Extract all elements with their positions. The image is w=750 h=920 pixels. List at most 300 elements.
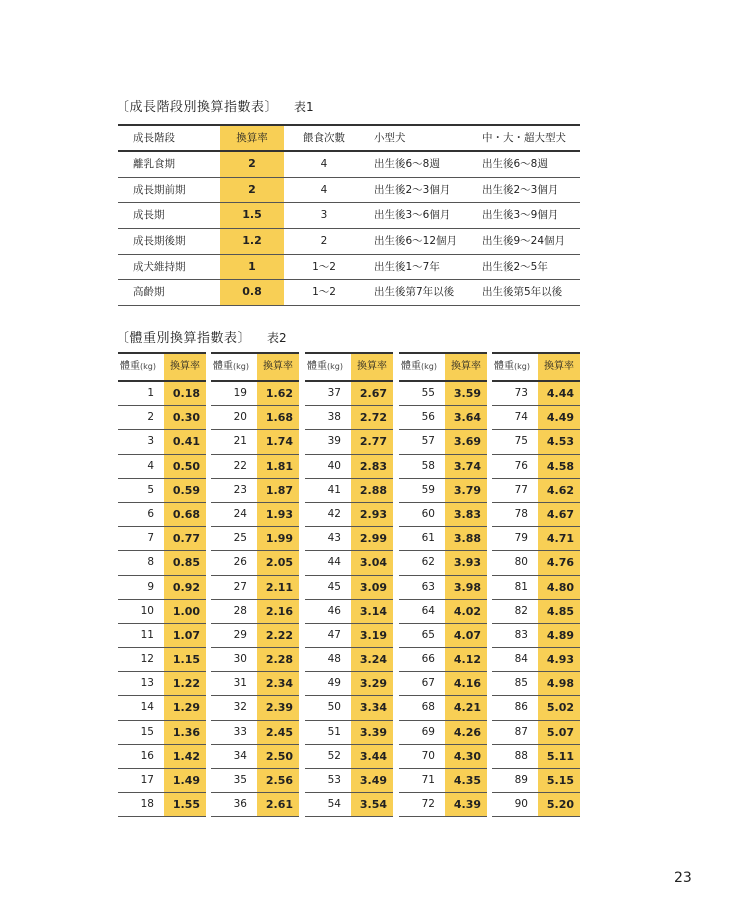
weight-value: 54 — [327, 798, 341, 811]
page-number: 23 — [674, 870, 692, 886]
rate-value: 2.77 — [351, 430, 393, 453]
weight-value: 13 — [140, 677, 154, 690]
header-weight-unit: (kg) — [140, 362, 156, 371]
table-row — [118, 479, 206, 503]
table-row — [211, 745, 299, 769]
header-weight — [307, 354, 343, 380]
table-row — [211, 576, 299, 600]
table-row — [305, 648, 393, 672]
weight-value: 73 — [514, 387, 528, 399]
rate-value: 3.19 — [351, 624, 393, 647]
weight-value: 26 — [233, 556, 247, 569]
table-row — [305, 551, 393, 575]
table-row — [305, 672, 393, 696]
rate-value: 1.62 — [257, 382, 299, 405]
weight-value: 81 — [514, 580, 528, 593]
table1-title-line — [116, 96, 314, 115]
cell-large-dog-age: 出生後2～5年 — [482, 260, 548, 273]
weight-value: 43 — [327, 532, 341, 545]
cell-rate: 1.2 — [220, 229, 284, 254]
rate-value: 1.74 — [257, 430, 299, 453]
weight-value: 88 — [514, 749, 528, 762]
rate-value: 3.74 — [445, 455, 487, 478]
rate-value: 4.85 — [538, 600, 580, 623]
rate-value: 3.04 — [351, 551, 393, 574]
rate-value: 1.07 — [164, 624, 206, 647]
table-row — [211, 527, 299, 551]
table-row — [211, 455, 299, 479]
table-row — [305, 696, 393, 720]
table-row — [211, 503, 299, 527]
table-row — [399, 551, 487, 575]
header-weight-unit: (kg) — [514, 362, 530, 371]
rate-value: 2.93 — [351, 503, 393, 526]
table-row — [118, 672, 206, 696]
table-row — [305, 382, 393, 406]
table-row — [492, 382, 580, 406]
header-weight — [401, 354, 437, 380]
cell-rate: 1.5 — [220, 203, 284, 228]
group-header — [492, 352, 580, 382]
weight-value: 63 — [421, 580, 435, 593]
weight-value: 74 — [514, 411, 528, 424]
weight-value: 31 — [233, 677, 247, 690]
weight-value: 8 — [147, 556, 154, 569]
table-row — [118, 203, 580, 229]
weight-value: 17 — [140, 774, 154, 786]
weight-value: 24 — [233, 507, 247, 520]
table-row — [118, 382, 206, 406]
weight-value: 14 — [140, 701, 154, 714]
table2-label: 表2 — [267, 331, 287, 345]
rate-value: 2.39 — [257, 696, 299, 719]
rate-value: 0.59 — [164, 479, 206, 502]
group-header — [118, 352, 206, 382]
rate-value: 2.22 — [257, 624, 299, 647]
rate-value: 2.83 — [351, 455, 393, 478]
weight-value: 44 — [327, 556, 341, 569]
weight-value: 34 — [233, 749, 247, 762]
table-row — [305, 745, 393, 769]
weight-value: 69 — [421, 725, 435, 738]
header-small-dog: 小型犬 — [374, 132, 406, 144]
weight-value: 22 — [233, 459, 247, 472]
weight-value: 36 — [233, 798, 247, 811]
table-row — [118, 551, 206, 575]
table-row — [305, 479, 393, 503]
table-row — [399, 648, 487, 672]
cell-small-dog-age: 出生後3～6個月 — [374, 209, 451, 222]
header-weight-text: 體重 — [307, 361, 327, 372]
rate-value: 2.56 — [257, 769, 299, 792]
table-row — [305, 430, 393, 454]
header-weight-unit: (kg) — [233, 362, 249, 371]
weight-value: 86 — [514, 701, 528, 714]
weight-value: 3 — [147, 435, 154, 448]
weight-value: 79 — [514, 532, 528, 545]
header-large-dog: 中・大・超大型犬 — [482, 132, 566, 144]
table-row — [211, 624, 299, 648]
rate-value: 0.41 — [164, 430, 206, 453]
rate-value: 2.16 — [257, 600, 299, 623]
cell-feedings: 1～2 — [312, 286, 336, 299]
weight-value: 19 — [233, 387, 247, 399]
weight-value: 78 — [514, 507, 528, 520]
cell-rate: 0.8 — [220, 280, 284, 305]
table-row — [118, 455, 206, 479]
header-feedings: 餵食次數 — [303, 132, 345, 144]
cell-small-dog-age: 出生後1～7年 — [374, 260, 440, 273]
rate-value: 4.58 — [538, 455, 580, 478]
table-row — [305, 793, 393, 817]
table-row — [399, 769, 487, 793]
weight-value: 49 — [327, 677, 341, 690]
table-row — [211, 600, 299, 624]
table-row — [305, 527, 393, 551]
rate-value: 1.68 — [257, 406, 299, 429]
weight-value: 56 — [421, 411, 435, 424]
group-header — [305, 352, 393, 382]
weight-value: 57 — [421, 435, 435, 448]
rate-value: 4.44 — [538, 382, 580, 405]
cell-large-dog-age: 出生後3～9個月 — [482, 209, 559, 222]
header-weight — [213, 354, 249, 380]
rate-value: 4.93 — [538, 648, 580, 671]
weight-value: 35 — [233, 774, 247, 786]
table-row — [118, 769, 206, 793]
rate-value: 4.71 — [538, 527, 580, 550]
weight-value: 61 — [421, 532, 435, 545]
header-weight — [494, 354, 530, 380]
cell-feedings: 2 — [320, 235, 328, 248]
cell-rate: 1 — [220, 255, 284, 280]
rate-value: 3.98 — [445, 576, 487, 599]
table-row — [399, 696, 487, 720]
rate-value: 2.88 — [351, 479, 393, 502]
weight-value: 7 — [147, 532, 154, 545]
rate-value: 2.45 — [257, 721, 299, 744]
cell-stage: 成長期後期 — [133, 235, 186, 248]
table-row — [399, 527, 487, 551]
weight-value: 4 — [147, 459, 154, 472]
table-row — [305, 406, 393, 430]
table-row — [492, 600, 580, 624]
header-weight-unit: (kg) — [421, 362, 437, 371]
weight-value: 29 — [233, 628, 247, 641]
table1-label: 表1 — [294, 100, 314, 114]
table-row — [118, 430, 206, 454]
rate-value: 0.77 — [164, 527, 206, 550]
header-weight-text: 體重 — [120, 361, 140, 372]
header-weight-text: 體重 — [401, 361, 421, 372]
cell-large-dog-age: 出生後9～24個月 — [482, 235, 566, 248]
table-row — [118, 527, 206, 551]
rate-value: 3.59 — [445, 382, 487, 405]
rate-value: 2.67 — [351, 382, 393, 405]
rate-value: 3.24 — [351, 648, 393, 671]
weight-value: 65 — [421, 628, 435, 641]
weight-value: 12 — [140, 653, 154, 666]
rate-value: 0.68 — [164, 503, 206, 526]
table-row — [492, 455, 580, 479]
weight-value: 50 — [327, 701, 341, 714]
cell-small-dog-age: 出生後2～3個月 — [374, 183, 451, 196]
rate-value: 1.22 — [164, 672, 206, 695]
rate-value: 1.49 — [164, 769, 206, 792]
rate-value: 0.92 — [164, 576, 206, 599]
weight-value: 25 — [233, 532, 247, 545]
rate-value: 4.16 — [445, 672, 487, 695]
rate-value: 4.26 — [445, 721, 487, 744]
table-row — [492, 648, 580, 672]
rate-value: 2.05 — [257, 551, 299, 574]
cell-large-dog-age: 出生後第5年以後 — [482, 286, 563, 299]
weight-value: 62 — [421, 556, 435, 569]
table1-header-row — [118, 124, 580, 152]
rate-value: 0.30 — [164, 406, 206, 429]
table-row — [492, 696, 580, 720]
header-weight-text: 體重 — [494, 361, 514, 372]
rate-value: 3.49 — [351, 769, 393, 792]
rate-value: 4.76 — [538, 551, 580, 574]
weight-value: 82 — [514, 604, 528, 617]
rate-value: 4.67 — [538, 503, 580, 526]
weight-value: 83 — [514, 628, 528, 641]
rate-value: 4.53 — [538, 430, 580, 453]
weight-value: 87 — [514, 725, 528, 738]
weight-value: 42 — [327, 507, 341, 520]
table-row — [211, 551, 299, 575]
rate-value: 4.35 — [445, 769, 487, 792]
cell-feedings: 3 — [320, 209, 328, 222]
rate-value: 1.81 — [257, 455, 299, 478]
table-row — [118, 406, 206, 430]
weight-value: 41 — [327, 483, 341, 496]
table-row — [211, 479, 299, 503]
rate-value: 4.80 — [538, 576, 580, 599]
weight-value: 70 — [421, 749, 435, 762]
rate-value: 2.34 — [257, 672, 299, 695]
weight-value: 46 — [327, 604, 341, 617]
table-row — [211, 769, 299, 793]
rate-value: 1.42 — [164, 745, 206, 768]
cell-small-dog-age: 出生後6～8週 — [374, 158, 440, 170]
cell-feedings: 4 — [320, 158, 328, 170]
table-row — [492, 527, 580, 551]
weight-value: 39 — [327, 435, 341, 448]
rate-value: 0.50 — [164, 455, 206, 478]
cell-feedings: 4 — [320, 183, 328, 196]
rate-value: 1.87 — [257, 479, 299, 502]
cell-stage: 高齡期 — [133, 286, 165, 299]
weight-value: 15 — [140, 725, 154, 738]
weight-value: 77 — [514, 483, 528, 496]
rate-value: 1.55 — [164, 793, 206, 816]
weight-value: 89 — [514, 774, 528, 786]
weight-group — [305, 352, 393, 821]
weight-group — [118, 352, 206, 821]
weight-value: 6 — [147, 507, 154, 520]
rate-value: 4.30 — [445, 745, 487, 768]
weight-value: 84 — [514, 653, 528, 666]
weight-value: 80 — [514, 556, 528, 569]
table-row — [305, 576, 393, 600]
table-row — [305, 721, 393, 745]
table-row — [492, 551, 580, 575]
cell-rate: 2 — [220, 152, 284, 177]
weight-value: 16 — [140, 749, 154, 762]
rate-value: 0.85 — [164, 551, 206, 574]
weight-value: 58 — [421, 459, 435, 472]
table-row — [492, 624, 580, 648]
table-row — [211, 430, 299, 454]
weight-value: 51 — [327, 725, 341, 738]
weight-group — [211, 352, 299, 821]
table-row — [305, 455, 393, 479]
weight-value: 27 — [233, 580, 247, 593]
table-row — [118, 503, 206, 527]
weight-value: 32 — [233, 701, 247, 714]
rate-value: 4.39 — [445, 793, 487, 816]
table-row — [399, 576, 487, 600]
rate-value: 3.14 — [351, 600, 393, 623]
weight-value: 10 — [140, 604, 154, 617]
table-row — [492, 721, 580, 745]
table-row — [492, 672, 580, 696]
cell-large-dog-age: 出生後6～8週 — [482, 158, 548, 170]
table-row — [399, 793, 487, 817]
weight-value: 5 — [147, 483, 154, 496]
rate-value: 2.61 — [257, 793, 299, 816]
header-weight — [120, 354, 156, 380]
table-row — [399, 382, 487, 406]
rate-value: 3.64 — [445, 406, 487, 429]
header-rate: 換算率 — [164, 354, 206, 380]
table2-title-line — [116, 327, 287, 346]
weight-value: 40 — [327, 459, 341, 472]
cell-feedings: 1～2 — [312, 260, 336, 273]
rate-value: 3.54 — [351, 793, 393, 816]
group-header — [211, 352, 299, 382]
weight-value: 48 — [327, 653, 341, 666]
rate-value: 3.29 — [351, 672, 393, 695]
rate-value: 0.18 — [164, 382, 206, 405]
weight-value: 37 — [327, 387, 341, 399]
rate-value: 3.88 — [445, 527, 487, 550]
weight-value: 11 — [140, 628, 154, 641]
rate-value: 3.39 — [351, 721, 393, 744]
table-row — [305, 624, 393, 648]
table-row — [492, 430, 580, 454]
table-row — [399, 745, 487, 769]
table-row — [118, 600, 206, 624]
table-row — [211, 672, 299, 696]
weight-value: 20 — [233, 411, 247, 424]
rate-value: 5.02 — [538, 696, 580, 719]
table-row — [305, 769, 393, 793]
weight-value: 59 — [421, 483, 435, 496]
weight-value: 9 — [147, 580, 154, 593]
table-row — [492, 479, 580, 503]
table-row — [118, 648, 206, 672]
cell-large-dog-age: 出生後2～3個月 — [482, 183, 559, 196]
rate-value: 3.83 — [445, 503, 487, 526]
rate-value: 5.15 — [538, 769, 580, 792]
rate-value: 2.99 — [351, 527, 393, 550]
table-row — [399, 430, 487, 454]
rate-value: 4.07 — [445, 624, 487, 647]
table-row — [492, 503, 580, 527]
weight-rate-table — [118, 352, 580, 822]
weight-value: 66 — [421, 653, 435, 666]
table-row — [211, 406, 299, 430]
rate-value: 4.89 — [538, 624, 580, 647]
table-row — [305, 503, 393, 527]
weight-value: 52 — [327, 749, 341, 762]
rate-value: 3.34 — [351, 696, 393, 719]
weight-value: 75 — [514, 435, 528, 448]
cell-rate: 2 — [220, 178, 284, 203]
rate-value: 3.09 — [351, 576, 393, 599]
table-row — [492, 745, 580, 769]
weight-value: 33 — [233, 725, 247, 738]
rate-value: 4.98 — [538, 672, 580, 695]
cell-small-dog-age: 出生後第7年以後 — [374, 286, 455, 299]
table-row — [118, 721, 206, 745]
weight-value: 76 — [514, 459, 528, 472]
cell-stage: 成長期 — [133, 209, 165, 222]
rate-value: 5.20 — [538, 793, 580, 816]
header-rate: 換算率 — [257, 354, 299, 380]
rate-value: 2.11 — [257, 576, 299, 599]
weight-value: 30 — [233, 653, 247, 666]
table-row — [399, 721, 487, 745]
rate-value: 5.11 — [538, 745, 580, 768]
header-rate: 換算率 — [445, 354, 487, 380]
table2-title: 〔體重別換算指數表〕 — [116, 331, 252, 346]
weight-value: 85 — [514, 677, 528, 690]
rate-value: 2.72 — [351, 406, 393, 429]
table-row — [399, 672, 487, 696]
rate-value: 3.79 — [445, 479, 487, 502]
weight-value: 2 — [147, 411, 154, 424]
cell-stage: 成犬維持期 — [133, 260, 186, 273]
weight-value: 68 — [421, 701, 435, 714]
weight-value: 21 — [233, 435, 247, 448]
header-rate: 換算率 — [351, 354, 393, 380]
table-row — [305, 600, 393, 624]
weight-value: 71 — [421, 774, 435, 786]
rate-value: 1.99 — [257, 527, 299, 550]
rate-value: 1.36 — [164, 721, 206, 744]
weight-value: 18 — [140, 798, 154, 811]
header-rate: 換算率 — [538, 354, 580, 380]
header-rate: 換算率 — [220, 126, 284, 150]
table-row — [118, 745, 206, 769]
table-row — [118, 255, 580, 281]
table-row — [399, 624, 487, 648]
table-row — [118, 793, 206, 817]
rate-value: 3.69 — [445, 430, 487, 453]
weight-value: 28 — [233, 604, 247, 617]
table-row — [211, 696, 299, 720]
rate-value: 1.00 — [164, 600, 206, 623]
weight-value: 64 — [421, 604, 435, 617]
table-row — [492, 793, 580, 817]
weight-value: 53 — [327, 774, 341, 786]
weight-value: 90 — [514, 798, 528, 811]
table-row — [492, 576, 580, 600]
